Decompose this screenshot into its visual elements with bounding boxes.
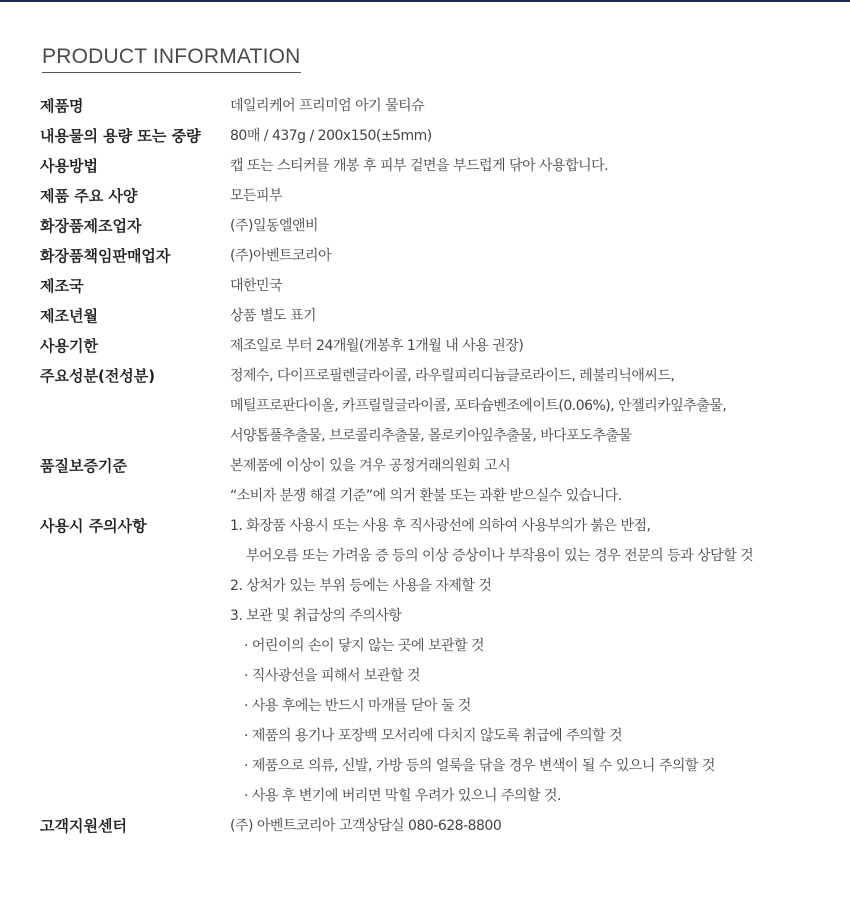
row-label: 고객지원센터: [40, 817, 127, 835]
row-values: [230, 271, 840, 301]
info-row-customer-center: [40, 811, 840, 841]
row-values: [230, 301, 840, 331]
row-values: [230, 211, 840, 241]
row-value-line: 메틸프로판다이올, 카프릴릴글라이콜, 포타슘벤조에이트(0.06%), 안젤리카잎추출물,: [230, 398, 727, 414]
row-values: [230, 361, 840, 451]
info-row-country: [40, 271, 840, 301]
product-info-table: [40, 91, 840, 841]
caution-subitem: · 사용 후 변기에 버리면 막힐 우려가 있으니 주의할 것.: [244, 788, 561, 804]
info-row-ingredients: [40, 361, 840, 451]
row-value-line: “소비자 분쟁 해결 기준”에 의거 환불 또는 과환 받으실수 있습니다.: [230, 488, 622, 504]
caution-subitem: · 제품의 용기나 포장백 모서리에 다치지 않도록 취급에 주의할 것: [244, 728, 623, 744]
row-label: 제조년월: [40, 307, 98, 325]
row-values: [230, 811, 840, 841]
row-label: 주요성분(전성분): [40, 367, 156, 385]
info-row-manufacture-date: [40, 301, 840, 331]
row-values: [230, 151, 840, 181]
top-rule: [0, 0, 850, 2]
row-label: 사용기한: [40, 337, 98, 355]
row-value-line: (주)아벤트코리아: [230, 248, 332, 264]
row-values: [230, 451, 840, 511]
row-label: 화장품책임판매업자: [40, 247, 171, 265]
row-label: 사용시 주의사항: [40, 517, 147, 535]
caution-subitem: · 사용 후에는 반드시 마개를 닫아 둘 것: [244, 698, 471, 714]
row-value-line: 데일리케어 프리미엄 아기 물티슈: [230, 98, 425, 114]
row-values: [230, 241, 840, 271]
row-values: [230, 91, 840, 121]
section-title: PRODUCT INFORMATION: [42, 44, 301, 73]
caution-subitem: · 어린이의 손이 닿지 않는 곳에 보관할 것: [244, 638, 484, 654]
caution-subitem: · 제품으로 의류, 신발, 가방 등의 얼룩을 닦을 경우 변색이 될 수 있으니 주의할 것: [244, 758, 715, 774]
row-value-line: 정제수, 다이프로필렌글라이콜, 라우릴피리디늄클로라이드, 레불리닉애씨드,: [230, 368, 675, 384]
row-label: 제품 주요 사양: [40, 187, 138, 205]
row-value-line: 대한민국: [230, 278, 283, 294]
row-value-line: (주)일동엘앤비: [230, 218, 319, 234]
caution-item-continued: 부어오름 또는 가려움 증 등의 이상 증상이나 부작용이 있는 경우 전문의 등과 상담할 것: [246, 548, 754, 564]
row-value-line: 제조일로 부터 24개월(개봉후 1개월 내 사용 권장): [230, 338, 524, 354]
row-label: 화장품제조업자: [40, 217, 142, 235]
row-label: 내용물의 용량 또는 중량: [40, 127, 201, 145]
info-row-spec: [40, 181, 840, 211]
row-label: 사용방법: [40, 157, 98, 175]
row-values: [230, 181, 840, 211]
row-value-line: (주) 아벤트코리아 고객상담실 080-628-8800: [230, 818, 502, 834]
row-label: 제조국: [40, 277, 84, 295]
info-row-cautions: [40, 511, 840, 811]
info-row-usage: [40, 151, 840, 181]
row-value-line: 모든피부: [230, 188, 283, 204]
row-value-line: 캡 또는 스티커를 개봉 후 피부 겉면을 부드럽게 닦아 사용합니다.: [230, 158, 609, 174]
info-row-product-name: [40, 91, 840, 121]
row-value-line: 서양톱풀추출물, 브로콜리추출물, 몰로키아잎추출물, 바다포도추출물: [230, 428, 632, 444]
info-row-distributor: [40, 241, 840, 271]
row-label: 품질보증기준: [40, 457, 127, 475]
info-row-expiry: [40, 331, 840, 361]
row-values: [230, 331, 840, 361]
row-values: [230, 511, 840, 811]
info-row-volume: [40, 121, 840, 151]
row-value-line: 상품 별도 표기: [230, 308, 317, 324]
info-row-quality-standard: [40, 451, 840, 511]
row-label: 제품명: [40, 97, 84, 115]
row-value-line: 80매 / 437g / 200x150(±5mm): [230, 128, 432, 144]
info-row-manufacturer: [40, 211, 840, 241]
caution-item: 3. 보관 및 취급상의 주의사항: [230, 608, 402, 624]
caution-item: 2. 상처가 있는 부위 등에는 사용을 자제할 것: [230, 578, 492, 594]
row-value-line: 본제품에 이상이 있을 겨우 공정거래의원회 고시: [230, 458, 511, 474]
caution-subitem: · 직사광선을 피해서 보관할 것: [244, 668, 421, 684]
caution-item: 1. 화장품 사용시 또는 사용 후 직사광선에 의하여 사용부의가 붉은 반점,: [230, 518, 651, 534]
row-values: [230, 121, 840, 151]
